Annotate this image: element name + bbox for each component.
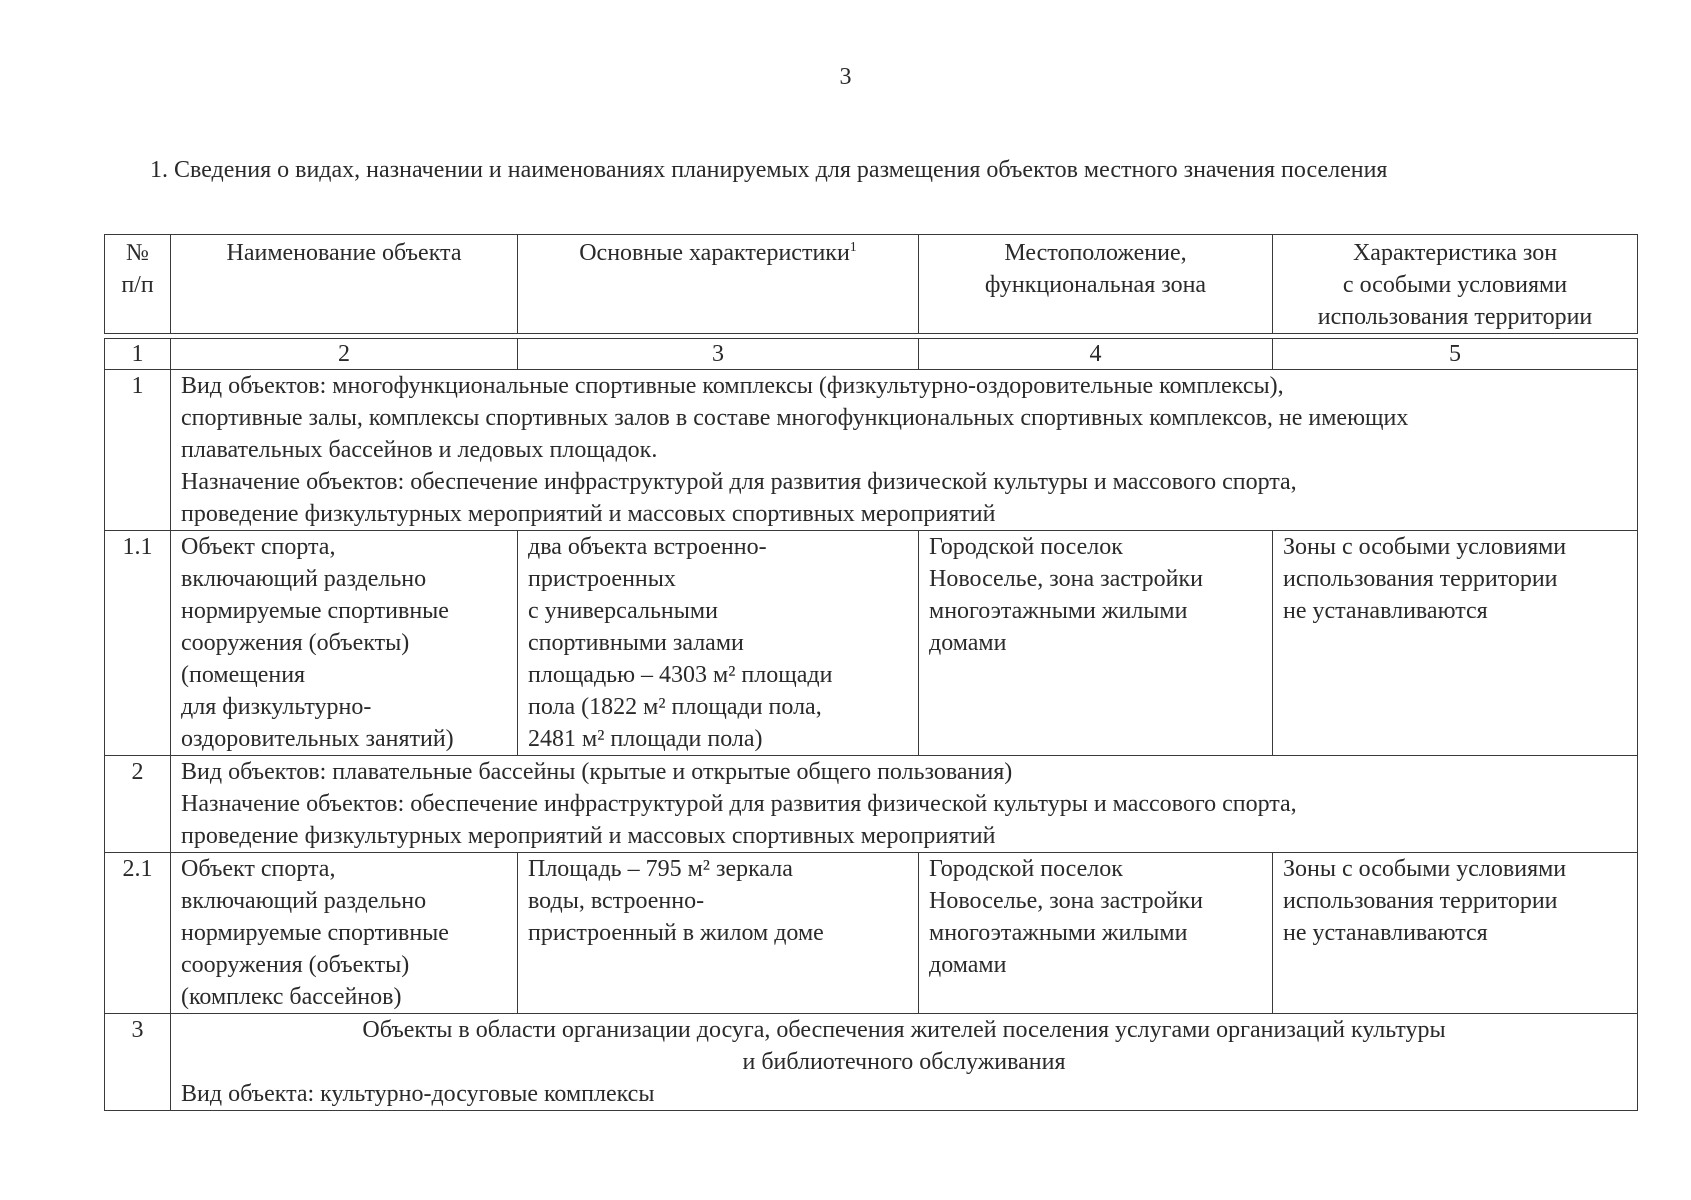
section-2-text bbox=[171, 756, 1638, 853]
section-title-line: и библиотечного обслуживания bbox=[742, 1049, 1066, 1075]
header-num: № п/п bbox=[105, 235, 171, 334]
section-line: Назначение объектов: обеспечение инфраструктурой для развития физической культуры и массового спорта, bbox=[181, 469, 1297, 495]
row-number: 2.1 bbox=[105, 853, 171, 1014]
object-name-cell: Объект спорта, включающий раздельно нормируемые спортивные сооружения (объекты) (помещения для физкультурно- оздоровительных занятий) bbox=[171, 531, 518, 756]
row-number: 2 bbox=[105, 756, 171, 853]
section-1-text bbox=[171, 370, 1638, 531]
column-number: 5 bbox=[1273, 339, 1638, 370]
header-location: Местоположение, функциональная зона bbox=[919, 235, 1273, 334]
section-title-line: Объекты в области организации досуга, обеспечения жителей поселения услугами организаций культуры bbox=[362, 1017, 1446, 1043]
page-number: 3 bbox=[839, 64, 852, 90]
column-number: 4 bbox=[919, 339, 1273, 370]
characteristics-cell: два объекта встроенно- пристроенных с универсальными спортивными залами площадью – 4303 м² площади пола (1822 м² площади пола, 2481 м² площади пола) bbox=[518, 531, 919, 756]
section-row-3 bbox=[105, 1014, 1638, 1111]
section-line: Назначение объектов: обеспечение инфраструктурой для развития физической культуры и массового спорта, bbox=[181, 791, 1297, 817]
section-line: Вид объектов: многофункциональные спортивные комплексы (физкультурно-оздоровительные комплексы), bbox=[181, 373, 1284, 399]
location-cell: Городской поселок Новоселье, зона застройки многоэтажными жилыми домами bbox=[919, 531, 1273, 756]
section-line: спортивные залы, комплексы спортивных залов в составе многофункциональных спортивных комплексов, не имеющих bbox=[181, 405, 1409, 431]
section-line: проведение физкультурных мероприятий и массовых спортивных мероприятий bbox=[181, 501, 996, 527]
document-heading: 1. Сведения о видах, назначении и наименованиях планируемых для размещения объектов местного значения поселения bbox=[150, 157, 1388, 183]
section-3-text bbox=[171, 1014, 1638, 1111]
table-row bbox=[105, 531, 1638, 756]
section-line: Вид объектов: плавательные бассейны (крытые и открытые общего пользования) bbox=[181, 759, 1013, 785]
column-number: 1 bbox=[105, 339, 171, 370]
objects-table bbox=[104, 234, 1638, 1111]
section-line: плавательных бассейнов и ледовых площадок. bbox=[181, 437, 658, 463]
characteristics-cell: Площадь – 795 м² зеркала воды, встроенно- пристроенный в жилом доме bbox=[518, 853, 919, 1014]
section-row-2 bbox=[105, 756, 1638, 853]
header-name: Наименование объекта bbox=[171, 235, 518, 334]
header-chars bbox=[518, 235, 919, 334]
zones-cell: Зоны с особыми условиями использования территории не устанавливаются bbox=[1273, 531, 1638, 756]
object-name-cell: Объект спорта, включающий раздельно нормируемые спортивные сооружения (объекты) (комплекс бассейнов) bbox=[171, 853, 518, 1014]
column-number: 2 bbox=[171, 339, 518, 370]
column-numbers-row bbox=[105, 339, 1638, 370]
section-kind-line: Вид объекта: культурно-досуговые комплексы bbox=[181, 1081, 655, 1107]
header-chars-label: Основные характеристики bbox=[579, 240, 850, 266]
header-zones: Характеристика зон с особыми условиями использования территории bbox=[1273, 235, 1638, 334]
section-line: проведение физкультурных мероприятий и массовых спортивных мероприятий bbox=[181, 823, 996, 849]
row-number: 1.1 bbox=[105, 531, 171, 756]
row-number: 3 bbox=[105, 1014, 171, 1111]
column-number: 3 bbox=[518, 339, 919, 370]
row-number: 1 bbox=[105, 370, 171, 531]
table-row bbox=[105, 853, 1638, 1014]
footnote-marker: 1 bbox=[849, 240, 857, 255]
zones-cell: Зоны с особыми условиями использования территории не устанавливаются bbox=[1273, 853, 1638, 1014]
table-header-row bbox=[105, 235, 1638, 334]
section-row-1 bbox=[105, 370, 1638, 531]
location-cell: Городской поселок Новоселье, зона застройки многоэтажными жилыми домами bbox=[919, 853, 1273, 1014]
